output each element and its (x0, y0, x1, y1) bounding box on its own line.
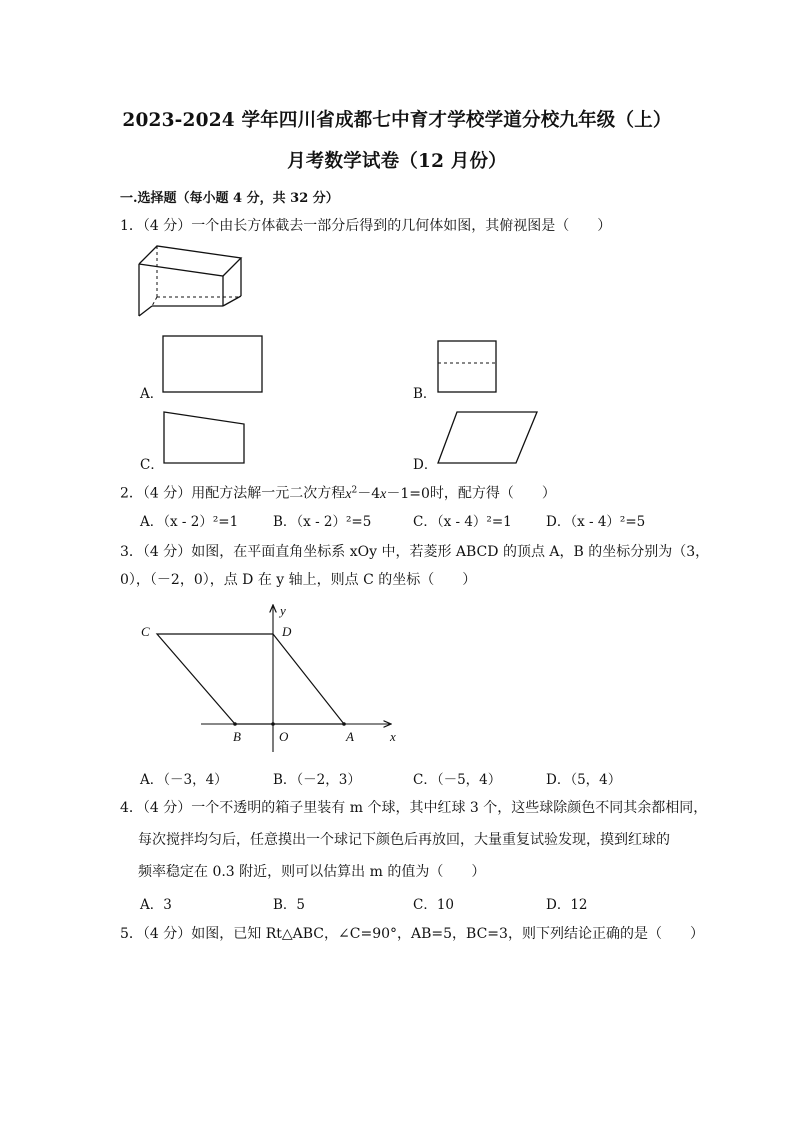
q2-option-b: B．（x - 2）²=5 (273, 514, 372, 530)
question-2-stem (120, 480, 556, 505)
page-title-line2: 月考数学试卷（12 月份） (287, 151, 507, 172)
q3-option-b: B．（－2，3） (273, 772, 361, 788)
question-3-line2: 0），（－2，0），点 D 在 y 轴上，则点 C 的坐标（ ） (120, 572, 477, 588)
rhombus-abcd (157, 634, 344, 724)
q2-option-c: C．（x - 4）²=1 (413, 514, 512, 530)
label-point-d: D (282, 624, 292, 639)
label-point-a: A (346, 729, 354, 744)
label-point-c: C (141, 624, 150, 639)
q3-option-a: A．（－3，4） (140, 772, 228, 788)
q3-option-c: C．（－5，4） (413, 772, 502, 788)
q2-equation: $x^2-4x-1=0$ (345, 485, 430, 502)
q2-stem-post: 时，配方得（ ） (429, 485, 556, 502)
q1-option-d-figure (436, 410, 540, 466)
q1-option-a-figure (162, 335, 264, 395)
q3-rhombus-figure (135, 600, 405, 750)
question-5-stem: 5．（4 分）如图，已知 Rt△ABC，∠C=90°，AB=5，BC=3，则下列结论正确的是（ ） (120, 926, 704, 942)
q1-option-d-label: D． (413, 457, 438, 473)
q1-option-b-label: B． (413, 386, 437, 402)
q2-stem-pre: 2．（4 分）用配方法解一元二次方程 (120, 485, 346, 502)
q4-option-b: B．5 (273, 897, 306, 913)
q1-option-c-label: C． (140, 457, 164, 473)
q4-option-d: D．12 (546, 897, 588, 913)
label-axis-x: x (390, 729, 396, 744)
q1-option-a-label: A． (140, 386, 164, 402)
question-3-line1: 3．（4 分）如图，在平面直角坐标系 xOy 中，若菱形 ABCD 的顶点 A，B 的坐标分别为（3， (120, 544, 710, 560)
q4-option-c: C．10 (413, 897, 455, 913)
q4-option-a: A．3 (140, 897, 172, 913)
section-heading: 一.选择题（每小题 4 分，共 32 分） (120, 191, 339, 206)
q2-option-d: D．（x - 4）²=5 (546, 514, 646, 530)
page-title-line1: 2023-2024 学年四川省成都七中育才学校学道分校九年级（上） (122, 110, 672, 131)
question-4-line3: 频率稳定在 0.3 附近，则可以估算出 m 的值为（ ） (138, 864, 486, 880)
question-4-line2: 每次搅拌均匀后，任意摸出一个球记下颜色后再放回，大量重复试验发现，摸到红球的 (138, 832, 670, 848)
label-axis-y: y (280, 603, 286, 618)
q1-solid-figure (135, 244, 247, 324)
question-1-stem: 1．（4 分）一个由长方体截去一部分后得到的几何体如图，其俯视图是（ ） (120, 218, 612, 234)
q2-option-a: A．（x - 2）²=1 (140, 514, 239, 530)
label-point-b: B (233, 729, 241, 744)
label-origin-o: O (279, 729, 289, 744)
q3-option-d: D．（5，4） (546, 772, 622, 788)
q1-option-c-figure (162, 410, 248, 466)
question-4-line1: 4．（4 分）一个不透明的箱子里装有 m 个球，其中红球 3 个，这些球除颜色不同其余都相同， (120, 800, 708, 816)
q1-option-b-figure (437, 340, 499, 395)
